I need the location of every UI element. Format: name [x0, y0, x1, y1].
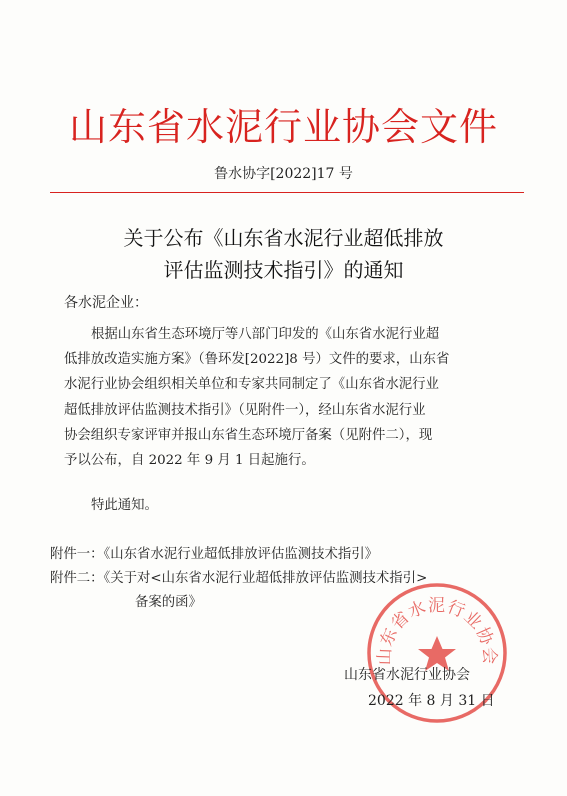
document-number: 鲁水协字[2022]17 号 [214, 166, 353, 182]
document-header-title: 山东省水泥行业协会文件 [68, 105, 498, 149]
body-line: 予以公布，自 2022 年 9 月 1 日起施行。 [64, 453, 315, 469]
body-line: 水泥行业协会组织相关单位和专家共同制定了《山东省水泥行业 [64, 377, 439, 393]
attachment-item: 附件一：《山东省水泥行业超低排放评估监测技术指引》 [50, 547, 379, 562]
attachment-item: 附件二：《关于对<山东省水泥行业超低排放评估监测技术指引> [50, 571, 428, 586]
seal-text: 山东省水泥行业协会 [374, 596, 500, 666]
notice-title [0, 222, 567, 286]
signature-organization: 山东省水泥行业协会 [344, 667, 470, 683]
body-line: 超低排放评估监测技术指引》（见附件一），经山东省水泥行业 [64, 402, 426, 418]
header-divider [50, 192, 524, 193]
notice-title-line: 关于公布《山东省水泥行业超低排放 [123, 226, 444, 250]
body-line: 根据山东省生态环境厅等八部门印发的《山东省水泥行业超 [91, 327, 440, 342]
closing-text: 特此通知。 [91, 498, 158, 513]
body-line: 低排放改造实施方案》（鲁环发[2022]8 号）文件的要求，山东省 [64, 352, 450, 368]
body-line: 协会组织专家评审并报山东省生态环境厅备案（见附件二），现 [64, 427, 433, 443]
salutation: 各水泥企业： [64, 295, 148, 311]
signature-date: 2022 年 8 月 31 日 [368, 693, 495, 709]
notice-title-line: 评估监测技术指引》的通知 [163, 258, 404, 282]
attachment-item-continued: 备案的函》 [135, 595, 202, 610]
body-paragraph [64, 322, 508, 473]
